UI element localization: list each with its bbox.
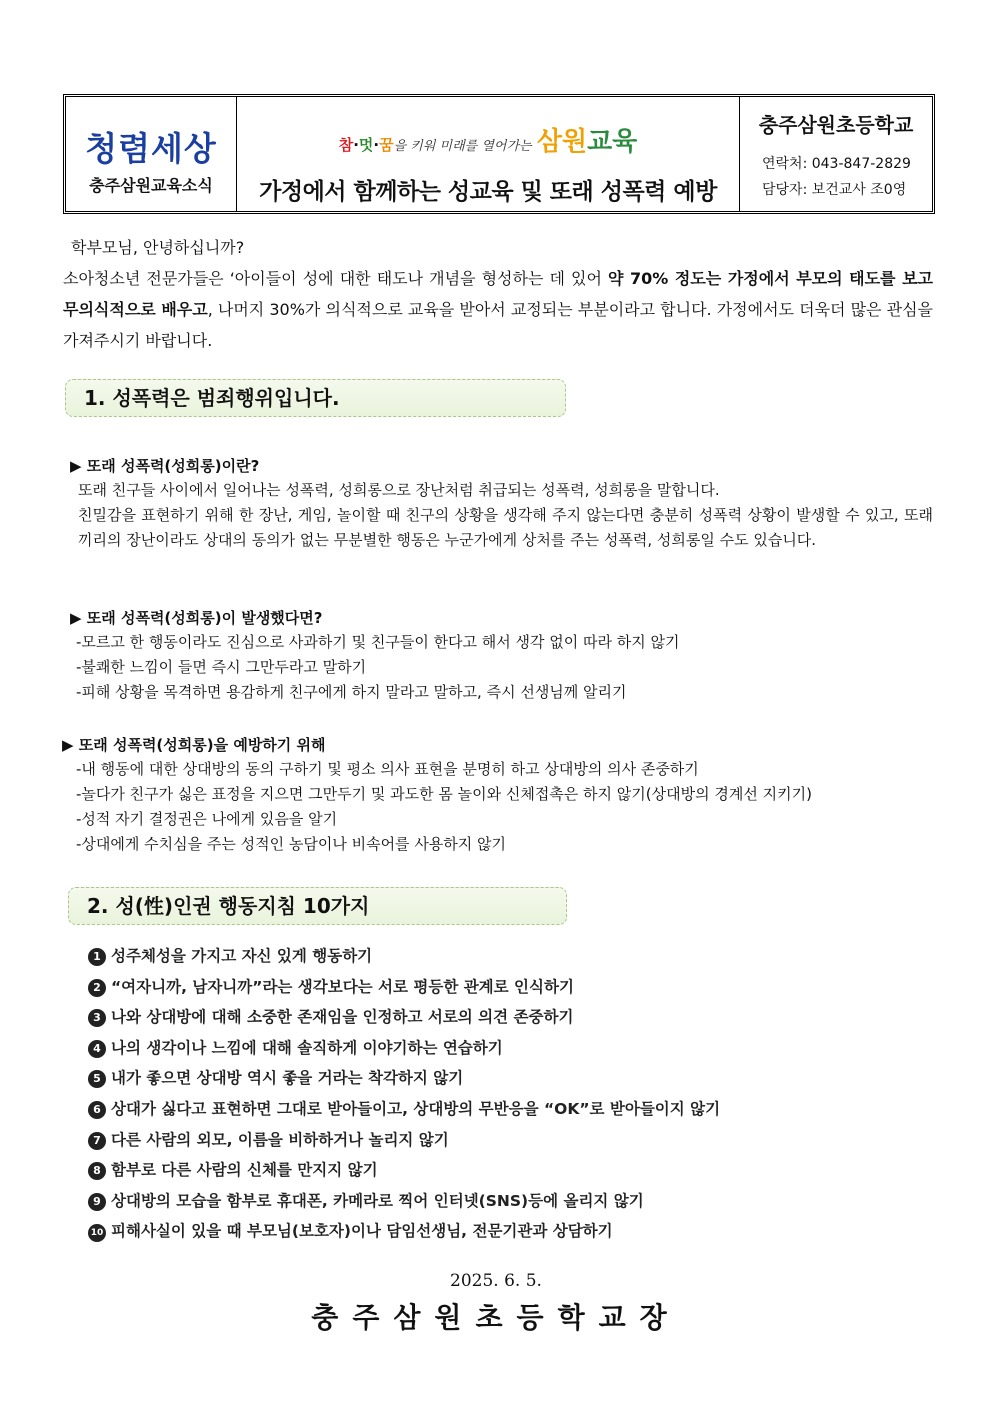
list-item: -상대에게 수치심을 주는 성적인 농담이나 비속어를 사용하지 않기	[76, 835, 507, 853]
number-badge: 10	[88, 1224, 106, 1242]
list-item: -불쾌한 느낌이 들면 즉시 그만두라고 말하기	[76, 658, 367, 676]
school-name: 충주삼원초등학교	[758, 113, 914, 137]
number-badge: 8	[88, 1162, 106, 1180]
section2-heading: 2. 성(性)인권 행동지침 10가지	[68, 887, 567, 925]
guideline-text: 피해사실이 있을 때 부모님(보호자)이나 담임선생님, 전문기관과 상담하기	[111, 1222, 613, 1241]
list-item	[88, 1155, 720, 1186]
list-item: -성적 자기 결정권은 나에게 있음을 알기	[76, 810, 338, 828]
contact-info	[762, 151, 911, 203]
q2-title: ▶ 또래 성폭력(성희롱)이 발생했다면?	[70, 609, 323, 627]
slogan-part: 교육	[587, 127, 638, 157]
number-badge: 3	[88, 1009, 106, 1027]
guideline-text: 다른 사람의 외모, 이름을 비하하거나 놀리지 않기	[111, 1130, 449, 1149]
intro-text: , 나머지 30%가 의식적으로 교육을 받아서 교정되는 부분이라고 합니다. 가정에서도 더욱더 많은 관심을 가져주시기 바랍니다.	[63, 300, 933, 350]
list-item: -놀다가 친구가 싫은 표정을 지으면 그만두기 및 과도한 몸 놀이와 신체접촉은 하지 않기(상대방의 경계선 지키기)	[76, 785, 812, 803]
q1-title: ▶ 또래 성폭력(성희롱)이란?	[70, 457, 260, 475]
number-badge: 4	[88, 1040, 106, 1058]
guideline-text: “여자니까, 남자니까”라는 생각보다는 서로 평등한 관계로 인식하기	[111, 977, 574, 996]
number-badge: 2	[88, 979, 106, 997]
q1-line: 친밀감을 표현하기 위해 한 장난, 게임, 놀이할 때 친구의 상황을 생각해 주지 않는다면 충분히 성폭력 상황이 발생할 수 있고, 또래끼리의 장난이라도 상대의 동의가 없는 무분별한 행동은 누군가에게 상처를 주는 성폭력, 성희롱일 수도 있습니다.	[78, 506, 933, 549]
list-item	[88, 1186, 720, 1217]
intro-paragraph	[63, 232, 933, 356]
q3-title: ▶ 또래 성폭력(성희롱)을 예방하기 위해	[62, 736, 326, 754]
guideline-list	[88, 941, 720, 1247]
clean-world-logo	[66, 123, 236, 170]
number-badge: 6	[88, 1101, 106, 1119]
list-item	[88, 941, 720, 972]
q3-list	[76, 757, 936, 857]
logo-text: 청렴세상	[85, 129, 217, 168]
guideline-text: 나의 생각이나 느낌에 대해 솔직하게 이야기하는 연습하기	[111, 1038, 503, 1057]
contact-manager: 담당자: 보건교사 조0영	[762, 182, 907, 198]
list-item	[88, 1033, 720, 1064]
number-badge: 1	[88, 948, 106, 966]
q2-list	[76, 630, 931, 705]
school-slogan: 참·멋·꿈을 키워 미래를 열어가는 삼원교육	[338, 127, 638, 157]
slogan-part: 삼원	[536, 127, 588, 157]
guideline-text: 상대가 싫다고 표현하면 그대로 받아들이고, 상대방의 무반응을 “OK”로 받아들이지 않기	[111, 1099, 721, 1118]
list-item: -내 행동에 대한 상대방의 동의 구하기 및 평소 의사 표현을 분명히 하고 상대방의 의사 존중하기	[76, 760, 699, 778]
guideline-text: 나와 상대방에 대해 소중한 존재임을 인정하고 서로의 의견 존중하기	[111, 1008, 574, 1027]
slogan-part: 참	[338, 136, 354, 154]
guideline-text: 성주체성을 가지고 자신 있게 행동하기	[111, 947, 373, 965]
list-item	[88, 1002, 720, 1033]
list-item: -모르고 한 행동이라도 진심으로 사과하기 및 친구들이 한다고 해서 생각 없이 따라 하지 않기	[76, 633, 680, 651]
header-table	[63, 94, 935, 214]
number-badge: 5	[88, 1070, 106, 1088]
intro-text: 소아청소년 전문가들은 ‘아이들이 성에 대한 태도나 개념을 형성하는 데 있어	[63, 269, 609, 288]
issue-date: 2025. 6. 5.	[450, 1271, 542, 1291]
guideline-text: 함부로 다른 사람의 신체를 만지지 않기	[111, 1161, 378, 1180]
document-title: 가정에서 함께하는 성교육 및 또래 성폭력 예방	[259, 179, 717, 205]
section1-heading: 1. 성폭력은 범죄행위입니다.	[65, 379, 566, 417]
greeting: 학부모님, 안녕하십니까?	[71, 238, 245, 257]
slogan-part: 꿈	[379, 136, 394, 154]
contact-phone: 연락처: 043-847-2829	[762, 156, 911, 172]
header-logo-cell	[66, 97, 237, 211]
list-item	[88, 1063, 720, 1094]
number-badge: 7	[88, 1132, 106, 1150]
intro-body	[63, 263, 933, 356]
header-title-cell	[237, 97, 740, 211]
number-badge: 9	[88, 1193, 106, 1211]
header-school-cell	[740, 97, 932, 211]
guideline-text: 상대방의 모습을 함부로 휴대폰, 카메라로 찍어 인터넷(SNS)등에 올리지 않기	[111, 1191, 644, 1210]
list-item	[88, 1216, 720, 1247]
q1-line: 또래 친구들 사이에서 일어나는 성폭력, 성희롱으로 장난처럼 취급되는 성폭력, 성희롱을 말합니다.	[78, 481, 720, 499]
slogan-part: 을 키워 미래를 열어가는	[393, 139, 532, 154]
q1-body	[78, 478, 933, 553]
principal-signature: 충주삼원초등학교장	[311, 1301, 681, 1334]
slogan-part: 멋	[358, 136, 374, 154]
guideline-text: 내가 좋으면 상대방 역시 좋을 거라는 착각하지 않기	[111, 1069, 464, 1088]
list-item	[88, 1094, 720, 1125]
list-item	[88, 972, 720, 1003]
newsletter-name: 충주삼원교육소식	[89, 176, 213, 195]
list-item: -피해 상황을 목격하면 용감하게 친구에게 하지 말라고 말하고, 즉시 선생님께 알리기	[76, 683, 627, 701]
list-item	[88, 1125, 720, 1156]
intro-emphasis: 약 70% 정도는 가정에서 부모의 태도를 보고 무의식적으로 배우고	[63, 269, 933, 319]
